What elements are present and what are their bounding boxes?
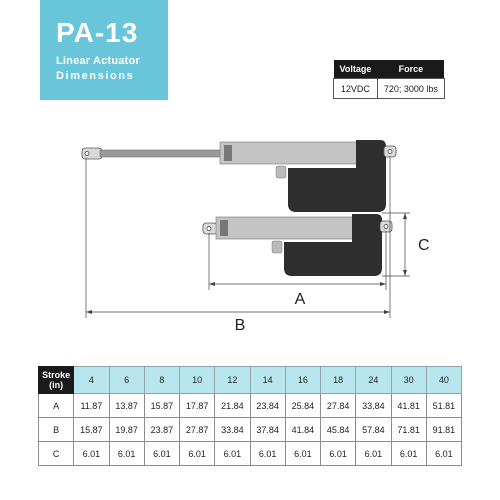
dimension-table-header: [39, 367, 462, 394]
table-cell: 57.84: [356, 418, 391, 442]
cable-port-retracted: [272, 241, 282, 253]
table-cell: 23.84: [250, 394, 285, 418]
table-cell: 41.81: [391, 394, 426, 418]
table-cell: 41.84: [285, 418, 320, 442]
stroke-header-cell: 40: [426, 367, 461, 394]
rod-extended: [100, 150, 222, 157]
table-cell: 37.84: [250, 418, 285, 442]
table-cell: 25.84: [285, 394, 320, 418]
stroke-header-cell: 30: [391, 367, 426, 394]
subtitle-line2: Dimensions: [56, 70, 135, 82]
table-row: [39, 394, 462, 418]
rod-end-hole-retracted: [207, 227, 211, 231]
spec-voltage-value: 12VDC: [334, 79, 378, 99]
table-cell: 45.84: [321, 418, 356, 442]
dim-a-arrow-right: [380, 282, 386, 286]
dim-b-arrow-left: [86, 310, 92, 314]
actuator-extended: [82, 140, 396, 212]
table-cell: 6.01: [321, 442, 356, 466]
dim-label-a: A: [294, 291, 306, 308]
tube-collar-extended: [224, 145, 232, 161]
stroke-header: [39, 367, 74, 394]
table-cell: 33.84: [356, 394, 391, 418]
row-label: A: [39, 394, 74, 418]
table-cell: 27.84: [321, 394, 356, 418]
table-cell: 6.01: [250, 442, 285, 466]
stroke-header-cell: 4: [74, 367, 109, 394]
table-cell: 23.87: [144, 418, 179, 442]
table-cell: 6.01: [215, 442, 250, 466]
stroke-header-cell: 6: [109, 367, 144, 394]
stroke-header-cell: 8: [144, 367, 179, 394]
actuator-retracted: [203, 214, 392, 276]
table-cell: 6.01: [180, 442, 215, 466]
table-cell: 13.87: [109, 394, 144, 418]
spec-header-voltage: Voltage: [334, 60, 378, 79]
row-label: B: [39, 418, 74, 442]
spec-force-value: 720; 3000 lbs: [377, 79, 444, 99]
rear-mount-hole-extended: [388, 150, 392, 154]
table-cell: 6.01: [426, 442, 461, 466]
rear-mount-hole-retracted: [384, 225, 388, 229]
stroke-header-cell: 24: [356, 367, 391, 394]
tube-extended: [220, 142, 358, 164]
stroke-header-cell: 16: [285, 367, 320, 394]
table-cell: 17.87: [180, 394, 215, 418]
dim-b-arrow-right: [384, 310, 390, 314]
dim-label-c: C: [418, 237, 430, 254]
table-cell: 33.84: [215, 418, 250, 442]
dim-a-arrow-left: [209, 282, 215, 286]
rod-end-hole-extended: [85, 152, 89, 156]
stroke-header-line2: (in): [49, 380, 64, 390]
stroke-header-cell: 12: [215, 367, 250, 394]
table-cell: 6.01: [109, 442, 144, 466]
table-cell: 6.01: [74, 442, 109, 466]
table-cell: 15.87: [74, 418, 109, 442]
cable-port-extended: [276, 166, 286, 178]
table-cell: 6.01: [144, 442, 179, 466]
dim-c-arrow-bottom: [403, 270, 407, 276]
stroke-header-cell: 10: [180, 367, 215, 394]
stroke-header-line1: Stroke: [42, 370, 71, 380]
dimension-table: [38, 366, 462, 466]
table-cell: 11.87: [74, 394, 109, 418]
stroke-header-cell: 14: [250, 367, 285, 394]
dimension-table-body: [39, 394, 462, 466]
table-cell: 27.87: [180, 418, 215, 442]
table-cell: 51.81: [426, 394, 461, 418]
subtitle-line1: Linear Actuator: [56, 55, 140, 67]
table-cell: 71.81: [391, 418, 426, 442]
stroke-header-cell: 18: [321, 367, 356, 394]
model-title: PA-13: [56, 17, 139, 48]
table-cell: 6.01: [285, 442, 320, 466]
table-cell: 91.81: [426, 418, 461, 442]
row-label: C: [39, 442, 74, 466]
table-row: [39, 418, 462, 442]
table-row: [39, 442, 462, 466]
tube-collar-retracted: [220, 220, 228, 236]
tube-retracted: [216, 217, 354, 239]
spec-header-force: Force: [377, 60, 444, 79]
dim-label-b: B: [234, 317, 246, 334]
dim-c-arrow-top: [403, 213, 407, 219]
table-cell: 6.01: [356, 442, 391, 466]
table-cell: 19.87: [109, 418, 144, 442]
table-cell: 6.01: [391, 442, 426, 466]
table-cell: 21.84: [215, 394, 250, 418]
table-cell: 15.87: [144, 394, 179, 418]
